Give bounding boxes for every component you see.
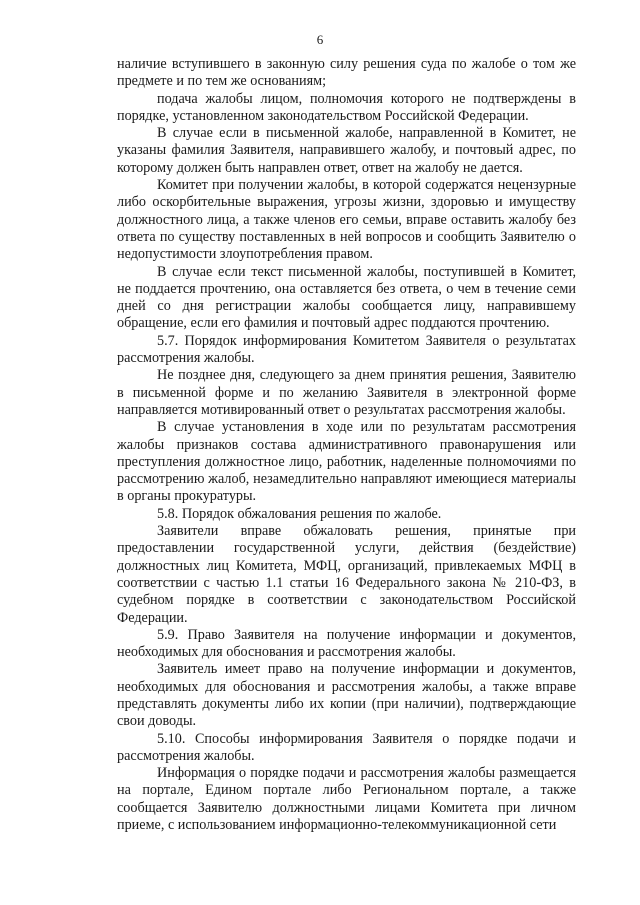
paragraph: наличие вступившего в законную силу решения суда по жалобе о том же предмете и по тем же основаниям;: [117, 56, 576, 90]
paragraph: 5.7. Порядок информирования Комитетом Заявителя о результатах рассмотрения жалобы.: [117, 332, 576, 367]
paragraph: В случае если текст письменной жалобы, поступившей в Комитет, не поддается прочтению, она оставляется без ответа, о чем в течение семи дней со дня регистрации жалобы сообщается лицу, направившему обращение, если его фамилия и почтовый адрес поддаются прочтению.: [117, 263, 576, 332]
paragraph: В случае установления в ходе или по результатам рассмотрения жалобы признаков состава административного правонарушения или преступления должностное лицо, работник, наделенные полномочиями по рассмотрению жалоб, незамедлительно направляют имеющиеся материалы в органы прокуратуры.: [117, 419, 576, 505]
body-text: [117, 56, 576, 834]
paragraph: В случае если в письменной жалобе, направленной в Комитет, не указаны фамилия Заявителя, направившего жалобу, и почтовый адрес, по которому должен быть направлен ответ, ответ на жалобу не дается.: [117, 125, 576, 176]
paragraph: Не позднее дня, следующего за днем принятия решения, Заявителю в письменной форме и по желанию Заявителя в электронной форме направляется мотивированный ответ о результатах рассмотрения жалобы.: [117, 367, 576, 418]
paragraph: Заявители вправе обжаловать решения, принятые при предоставлении государственной услуги, действия (бездействие) должностных лиц Комитета, МФЦ, организаций, привлекаемых МФЦ в соответствии с частью 1.1 статьи 16 Федерального закона № 210-ФЗ, в судебном порядке в соответствии с законодательством Российской Федерации.: [117, 523, 576, 626]
paragraph: 5.9. Право Заявителя на получение информации и документов, необходимых для обоснования и рассмотрения жалобы.: [117, 626, 576, 661]
page-number: 6: [316, 32, 324, 47]
paragraph: Комитет при получении жалобы, в которой содержатся нецензурные либо оскорбительные выражения, угрозы жизни, здоровью и имуществу должностного лица, а также членов его семьи, вправе оставить жалобу без ответа по существу поставленных в ней вопросов и сообщить Заявителю о недопустимости злоупотребления правом.: [117, 177, 576, 263]
paragraph: 5.10. Способы информирования Заявителя о порядке подачи и рассмотрения жалобы.: [117, 730, 576, 764]
paragraph: Информация о порядке подачи и рассмотрения жалобы размещается на портале, Едином портале либо Региональном портале, а также сообщается Заявителю должностными лицами Комитета при личном приеме, с использованием информационно-телекоммуникационной сети: [117, 765, 576, 834]
paragraph: 5.8. Порядок обжалования решения по жалобе.: [157, 505, 442, 522]
paragraph: Заявитель имеет право на получение информации и документов, необходимых для обоснования и рассмотрения жалобы, а также вправе представлять документы либо их копии (при наличии), подтверждающие свои доводы.: [117, 661, 576, 730]
paragraph: подача жалобы лицом, полномочия которого не подтверждены в порядке, установленном законодательством Российской Федерации.: [117, 90, 576, 124]
